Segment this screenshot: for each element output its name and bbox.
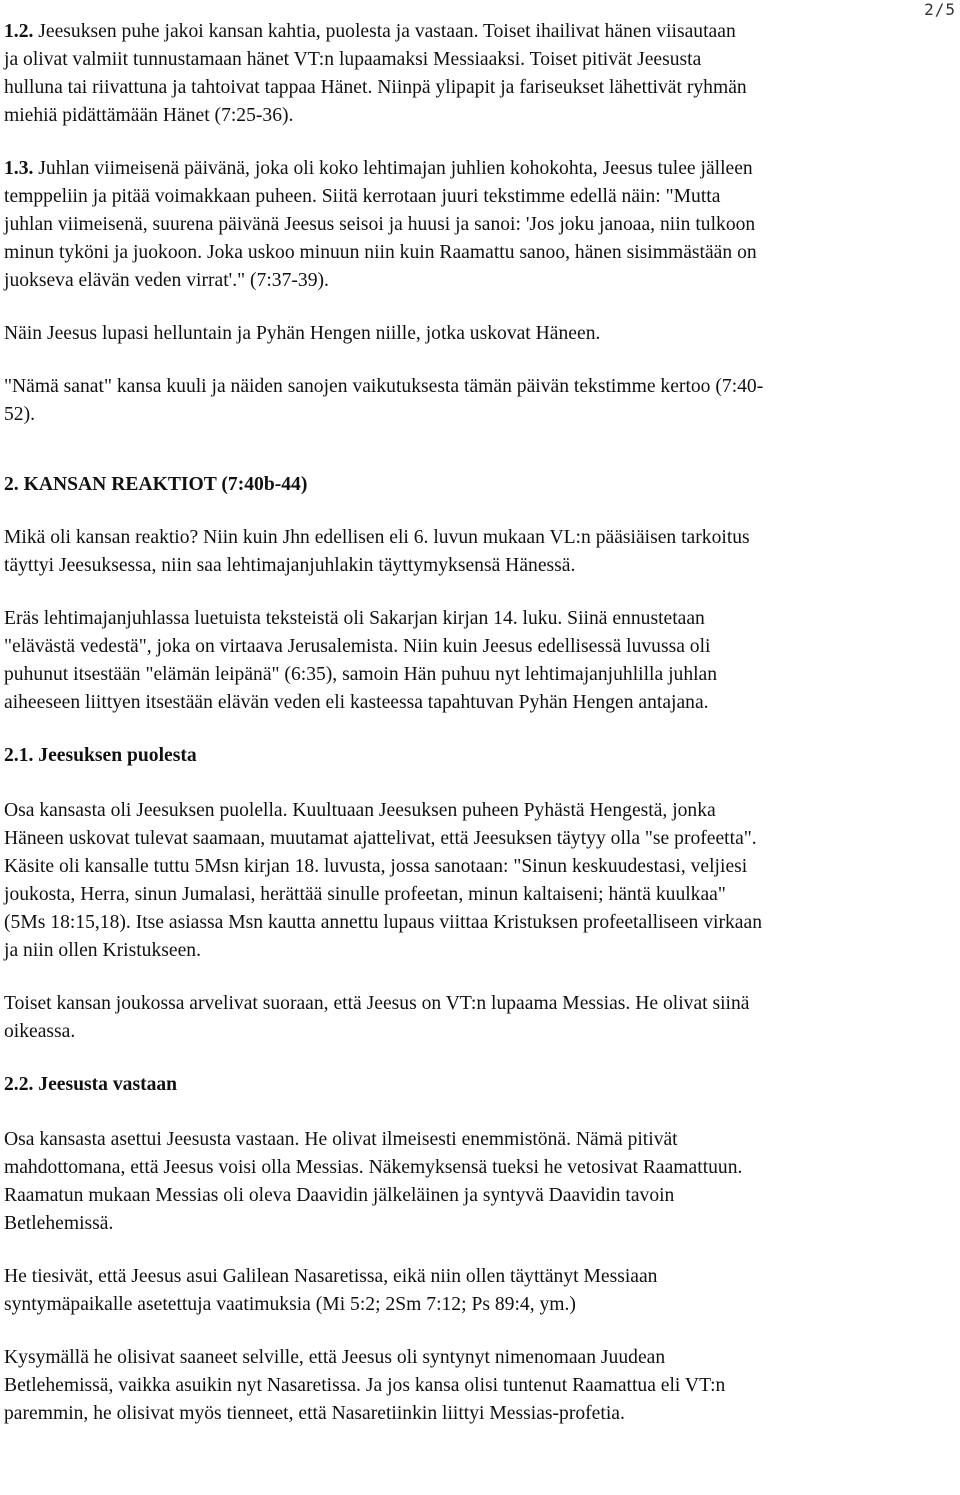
paragraph-against-jesus: Osa kansasta asettui Jeesusta vastaan. He olivat ilmeisesti enemmistönä. Nämä pitivät mahdottomana, että Jeesus voisi olla Messias. Näkemyksensä tueksi he vetosivat Raamattuun. Raamatun mukaan Messias oli oleva Daavidin jälkeläinen ja syntyvä Daavidin tavoin Betlehemissä. (4, 1129, 743, 1234)
section-heading-2: 2. KANSAN REAKTIOT (7:40b-44) (4, 474, 308, 495)
paragraph-zechariah: Eräs lehtimajanjuhlassa luetuista teksteistä oli Sakarjan kirjan 14. luku. Siinä ennustetaan "elävästä vedestä", joka on virtaava Jerusalemista. Niin kuin Jeesus edellisessä luvussa oli puhunut itsestään "elämän leipänä" (6:35), samoin Hän puhuu nyt lehtimajanjuhlilla juhlan aiheeseen liittyen itsestään elävän veden eli kasteessa tapahtuvan Pyhän Hengen antajana. (4, 608, 718, 713)
section-number: 1.2. (4, 21, 34, 42)
paragraph-text: Juhlan viimeisenä päivänä, joka oli koko lehtimajan juhlien kohokohta, Jeesus tulee jälleen temppeliin ja pitää voimakkaan puheen. Siitä kerrotaan juuri tekstimme edellä näin: "Mutta juhlan viimeisenä, suurena päivänä Jeesus seisoi ja huusi ja sanoi: 'Jos joku janoaa, niin tulkoon minun tyköni ja juokoon. Joka uskoo minuun niin kuin Raamattu sanoo, hänen sisimmästään on juokseva elävän veden virrat'." (7:37-39). (4, 158, 757, 291)
paragraph-these-words: "Nämä sanat" kansa kuuli ja näiden sanojen vaikutuksesta tämän päivän tekstimme kertoo (7:40- 52). (4, 376, 764, 425)
paragraph-for-jesus: Osa kansasta oli Jeesuksen puolella. Kuultuaan Jeesuksen puheen Pyhästä Hengestä, jonka Häneen uskovat tulevat saamaan, muutamat ajattelivat, että Jeesuksen täytyy olla "se profeetta". Käsite oli kansalle tuttu 5Msn kirjan 18. luvusta, jossa sanotaan: "Sinun keskuudestasi, veljiesi joukosta, Herra, sinun Jumalasi, herättää sinulle profeetan, minun kaltaiseni; häntä kuulkaa" (5Ms 18:15,18). Itse asiassa Msn kautta annettu lupaus viittaa Kristuksen profeetalliseen virkaan ja niin ollen Kristukseen. (4, 800, 762, 961)
document-body (4, 18, 952, 1453)
paragraph-nazareth: He tiesivät, että Jeesus asui Galilean Nasaretissa, eikä niin ollen täyttänyt Messiaan syntymäpaikalle asetettuja vaatimuksia (Mi 5:2; 2Sm 7:12; Ps 89:4, ym.) (4, 1266, 658, 1315)
paragraph-pentecost-promise: Näin Jeesus lupasi helluntain ja Pyhän Hengen niille, jotka uskovat Häneen. (4, 323, 601, 344)
paragraph-people-reaction: Mikä oli kansan reaktio? Niin kuin Jhn edellisen eli 6. luvun mukaan VL:n pääsiäisen tarkoitus täyttyi Jeesuksessa, niin saa lehtimajanjuhlakin täyttymyksensä Hänessä. (4, 527, 750, 576)
paragraph-1-3 (4, 155, 952, 295)
section-heading-2-1: 2.1. Jeesuksen puolesta (4, 745, 197, 766)
section-number: 1.3. (4, 158, 34, 179)
section-heading-2-2: 2.2. Jeesusta vastaan (4, 1074, 178, 1095)
paragraph-messiah-claim: Toiset kansan joukossa arvelivat suoraan, että Jeesus on VT:n lupaama Messias. He olivat siinä oikeassa. (4, 993, 750, 1042)
paragraph-1-2 (4, 18, 952, 130)
paragraph-text: Jeesuksen puhe jakoi kansan kahtia, puolesta ja vastaan. Toiset ihailivat hänen viisautaan ja olivat valmiit tunnustamaan hänet VT:n lupaamaksi Messiaaksi. Toiset pitivät Jeesusta hulluna tai riivattuna ja tahtoivat tappaa Hänet. Niinpä ylipapit ja fariseukset lähettivät ryhmän miehiä pidättämään Hänet (7:25-36). (4, 21, 747, 126)
page-number: 2/5 (924, 0, 956, 19)
paragraph-bethlehem: Kysymällä he olisivat saaneet selville, että Jeesus oli syntynyt nimenomaan Juudean Betlehemissä, vaikka asuikin nyt Nasaretissa. Ja jos kansa olisi tuntenut Raamattua eli VT:n paremmin, he olisivat myös tienneet, että Nasaretiinkin liittyi Messias-profetia. (4, 1347, 726, 1424)
